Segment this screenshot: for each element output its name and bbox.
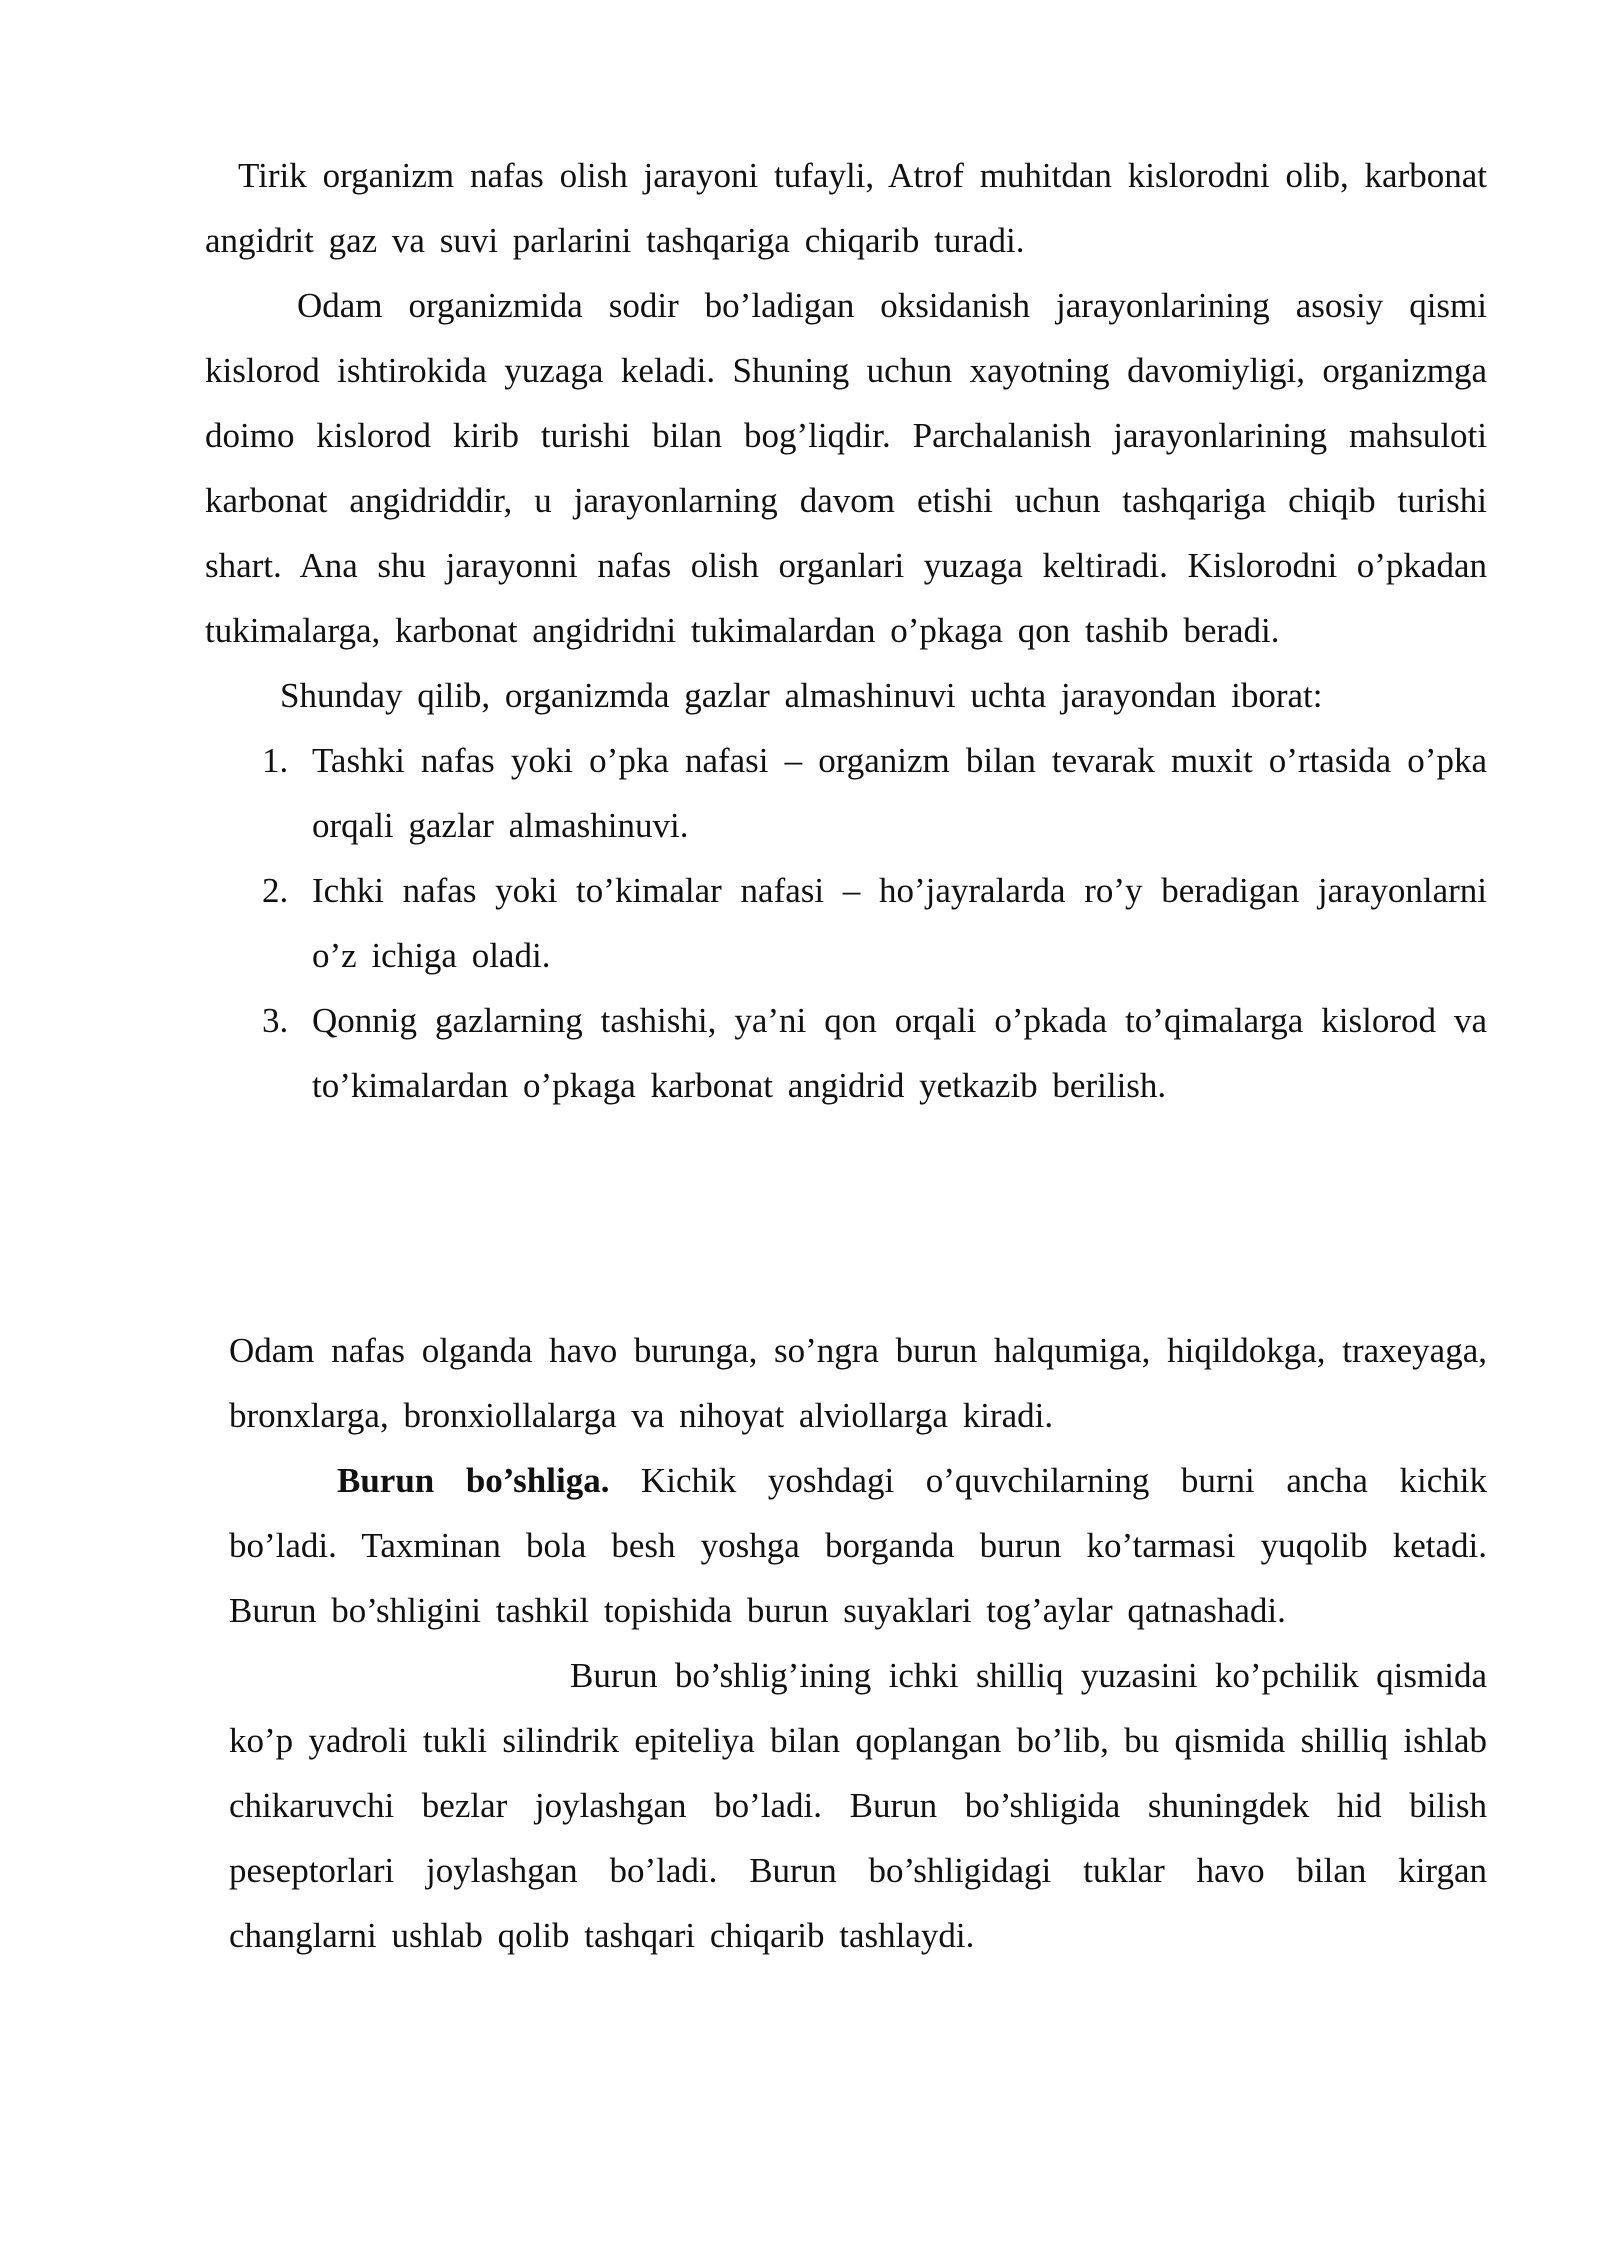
list-item bbox=[205, 728, 1487, 858]
paragraph-nasal-mucosa: Burun bo’shlig’ining ichki shilliq yuzasini ko’pchilik qismida ko’p yadroli tukli silindrik epiteliya bilan qoplangan bo’lib, bu qismida shilliq ishlab chikaruvchi bezlar joylashgan bo’ladi. Burun bo’shligida shuningdek hid bilish peseptorlari joylashgan bo’ladi. Burun bo’shligidagi tuklar havo bilan kirgan changlarni ushlab qolib tashqari chiqarib tashlaydi. bbox=[229, 1656, 1487, 1955]
list-item-number: 1. bbox=[262, 741, 289, 780]
list-item-number: 2. bbox=[262, 871, 289, 910]
section-respiration-intro bbox=[205, 143, 1487, 1118]
paragraph-air-pathway: Odam nafas olganda havo burunga, so’ngra burun halqumiga, hiqildokga, traxeyaga, bronxlarga, bronxiollalarga va nihoyat alviollarga kiradi. bbox=[229, 1331, 1487, 1435]
list-item-text: Ichki nafas yoki to’kimalar nafasi – ho’jayralarda ro’y beradigan jarayonlarni o’z ichiga oladi. bbox=[312, 871, 1487, 975]
paragraph-organism-breathing: Tirik organizm nafas olish jarayoni tufayli, Atrof muhitdan kislorodni olib, karbonat angidrit gaz va suvi parlarini tashqariga chiqarib turadi. bbox=[205, 156, 1487, 260]
list-item-text: Qonnig gazlarning tashishi, ya’ni qon orqali o’pkada to’qimalarga kislorod va to’kimalardan o’pkaga karbonat angidrid yetkazib berilish. bbox=[312, 1001, 1487, 1105]
nasal-cavity-heading: Burun bo’shliga. bbox=[337, 1461, 610, 1500]
section-nasal-cavity bbox=[229, 1318, 1487, 1968]
paragraph-oxidation-processes: Odam organizmida sodir bo’ladigan oksidanish jarayonlarining asosiy qismi kislorod ishtirokida yuzaga keladi. Shuning uchun xayotning davomiyligi, organizmga doimo kislorod kirib turishi bilan bog’liqdir. Parchalanish jarayonlarining mahsuloti karbonat angidriddir, u jarayonlarning davom etishi uchun tashqariga chiqib turishi shart. Ana shu jarayonni nafas olish organlari yuzaga keltiradi. Kislorodni o’pkadan tukimalarga, karbonat angidridni tukimalardan o’pkaga qon tashib beradi. bbox=[205, 286, 1487, 650]
list-item-text: Tashki nafas yoki o’pka nafasi – organizm bilan tevarak muxit o’rtasida o’pka orqali gazlar almashinuvi. bbox=[312, 741, 1487, 845]
paragraph-nasal-cavity bbox=[229, 1448, 1487, 1643]
list-item-number: 3. bbox=[262, 1001, 289, 1040]
paragraph-gas-exchange-stages: Shunday qilib, organizmda gazlar almashinuvi uchta jarayondan iborat: bbox=[280, 676, 1323, 715]
nasal-cavity-text: Kichik yoshdagi o’quvchilarning burni ancha kichik bo’ladi. Taxminan bola besh yoshga borganda burun ko’tarmasi yuqolib ketadi. Burun bo’shligini tashkil topishida burun suyaklari tog’aylar qatnashadi. bbox=[229, 1461, 1487, 1630]
list-item bbox=[205, 988, 1487, 1118]
list-item bbox=[205, 858, 1487, 988]
gas-exchange-list bbox=[205, 728, 1487, 1118]
